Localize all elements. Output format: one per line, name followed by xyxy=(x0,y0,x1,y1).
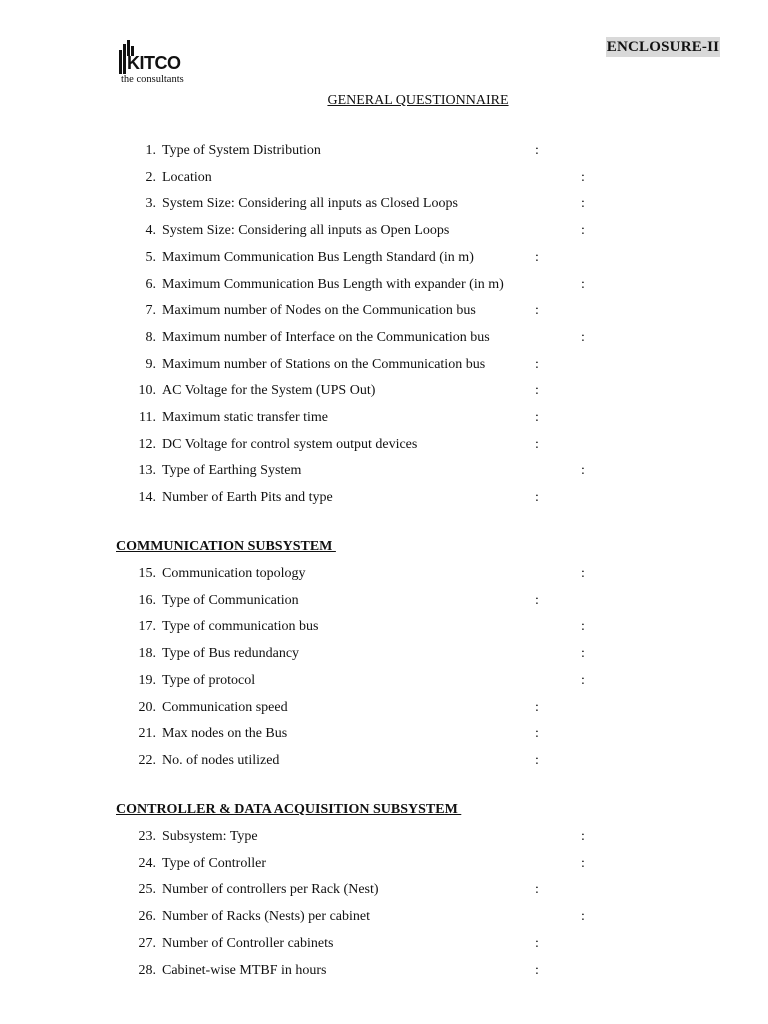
question-row xyxy=(0,222,768,240)
question-row xyxy=(0,962,768,980)
question-label: System Size: Considering all inputs as Open Loops xyxy=(162,223,450,238)
question-label: Maximum number of Nodes on the Communication bus xyxy=(162,303,476,318)
question-number: 10. xyxy=(138,383,156,398)
question-label: Type of protocol xyxy=(162,673,256,688)
question-row xyxy=(0,169,768,187)
question-row xyxy=(0,699,768,717)
logo-wordmark: KITCO xyxy=(127,53,181,73)
question-label: Number of Racks (Nests) per cabinet xyxy=(162,909,370,924)
answer-separator: : xyxy=(535,143,539,158)
answer-separator: : xyxy=(581,909,585,924)
question-label: Communication speed xyxy=(162,700,288,715)
question-number: 24. xyxy=(138,856,156,871)
answer-separator: : xyxy=(581,330,585,345)
question-number: 13. xyxy=(138,463,156,478)
question-number: 12. xyxy=(138,437,156,452)
question-row xyxy=(0,645,768,663)
question-label: Type of Controller xyxy=(162,856,266,871)
question-number: 27. xyxy=(138,936,156,951)
question-row xyxy=(0,855,768,873)
question-label: Maximum Communication Bus Length with expander (in m) xyxy=(162,277,504,292)
question-number: 17. xyxy=(138,619,156,634)
logo-tagline: the consultants xyxy=(121,74,184,85)
kitco-logo xyxy=(117,38,197,90)
question-number: 19. xyxy=(138,673,156,688)
section-heading: COMMUNICATION SUBSYSTEM xyxy=(116,539,336,554)
question-label: Subsystem: Type xyxy=(162,829,258,844)
answer-separator: : xyxy=(535,753,539,768)
question-label: Number of Earth Pits and type xyxy=(162,490,333,505)
question-label: Cabinet-wise MTBF in hours xyxy=(162,963,327,978)
question-row xyxy=(0,881,768,899)
question-number: 20. xyxy=(138,700,156,715)
answer-separator: : xyxy=(535,882,539,897)
question-label: No. of nodes utilized xyxy=(162,753,280,768)
question-label: Type of Earthing System xyxy=(162,463,302,478)
question-number: 2. xyxy=(145,170,156,185)
answer-separator: : xyxy=(581,196,585,211)
question-label: Number of controllers per Rack (Nest) xyxy=(162,882,379,897)
question-row xyxy=(0,935,768,953)
question-row xyxy=(0,592,768,610)
question-row xyxy=(0,195,768,213)
question-number: 15. xyxy=(138,566,156,581)
question-label: Location xyxy=(162,170,212,185)
answer-separator: : xyxy=(535,726,539,741)
question-row xyxy=(0,618,768,636)
question-label: Maximum static transfer time xyxy=(162,410,329,425)
answer-separator: : xyxy=(535,410,539,425)
question-label: AC Voltage for the System (UPS Out) xyxy=(162,383,376,398)
question-label: Maximum Communication Bus Length Standard (in m) xyxy=(162,250,474,265)
question-row xyxy=(0,382,768,400)
question-number: 3. xyxy=(145,196,156,211)
question-row xyxy=(0,672,768,690)
question-number: 7. xyxy=(145,303,156,318)
answer-separator: : xyxy=(581,619,585,634)
question-number: 4. xyxy=(145,223,156,238)
section-heading: CONTROLLER & DATA ACQUISITION SUBSYSTEM xyxy=(116,802,462,817)
question-number: 25. xyxy=(138,882,156,897)
answer-separator: : xyxy=(581,463,585,478)
answer-separator: : xyxy=(535,383,539,398)
page-title: GENERAL QUESTIONNAIRE xyxy=(327,93,509,108)
question-row xyxy=(0,142,768,160)
question-number: 8. xyxy=(145,330,156,345)
question-row xyxy=(0,356,768,374)
question-label: Max nodes on the Bus xyxy=(162,726,288,741)
answer-separator: : xyxy=(581,277,585,292)
question-label: Number of Controller cabinets xyxy=(162,936,334,951)
question-row xyxy=(0,828,768,846)
answer-separator: : xyxy=(535,593,539,608)
answer-separator: : xyxy=(535,963,539,978)
question-label: Maximum number of Interface on the Communication bus xyxy=(162,330,490,345)
answer-separator: : xyxy=(535,357,539,372)
question-row xyxy=(0,302,768,320)
enclosure-label: ENCLOSURE-II xyxy=(606,39,720,55)
question-row xyxy=(0,409,768,427)
question-label: Communication topology xyxy=(162,566,306,581)
question-row xyxy=(0,565,768,583)
question-number: 6. xyxy=(145,277,156,292)
answer-separator: : xyxy=(581,566,585,581)
question-row xyxy=(0,489,768,507)
question-number: 9. xyxy=(145,357,156,372)
question-label: Type of Bus redundancy xyxy=(162,646,300,661)
question-row xyxy=(0,725,768,743)
question-row xyxy=(0,908,768,926)
question-number: 16. xyxy=(138,593,156,608)
answer-separator: : xyxy=(535,250,539,265)
answer-separator: : xyxy=(581,829,585,844)
question-row xyxy=(0,329,768,347)
answer-separator: : xyxy=(581,856,585,871)
question-number: 23. xyxy=(138,829,156,844)
question-label: Maximum number of Stations on the Communication bus xyxy=(162,357,486,372)
answer-separator: : xyxy=(581,223,585,238)
question-number: 11. xyxy=(139,410,156,425)
question-label: DC Voltage for control system output devices xyxy=(162,437,418,452)
question-row xyxy=(0,276,768,294)
answer-separator: : xyxy=(535,490,539,505)
question-number: 1. xyxy=(145,143,156,158)
question-row xyxy=(0,462,768,480)
answer-separator: : xyxy=(535,303,539,318)
question-row xyxy=(0,752,768,770)
question-number: 21. xyxy=(138,726,156,741)
answer-separator: : xyxy=(535,437,539,452)
question-number: 14. xyxy=(138,490,156,505)
answer-separator: : xyxy=(581,646,585,661)
question-row xyxy=(0,249,768,267)
answer-separator: : xyxy=(535,936,539,951)
question-number: 22. xyxy=(138,753,156,768)
question-number: 28. xyxy=(138,963,156,978)
question-label: Type of Communication xyxy=(162,593,299,608)
question-label: Type of System Distribution xyxy=(162,143,321,158)
question-label: Type of communication bus xyxy=(162,619,319,634)
question-row xyxy=(0,436,768,454)
answer-separator: : xyxy=(581,170,585,185)
question-number: 18. xyxy=(138,646,156,661)
answer-separator: : xyxy=(581,673,585,688)
question-label: System Size: Considering all inputs as Closed Loops xyxy=(162,196,458,211)
question-number: 26. xyxy=(138,909,156,924)
question-number: 5. xyxy=(145,250,156,265)
answer-separator: : xyxy=(535,700,539,715)
